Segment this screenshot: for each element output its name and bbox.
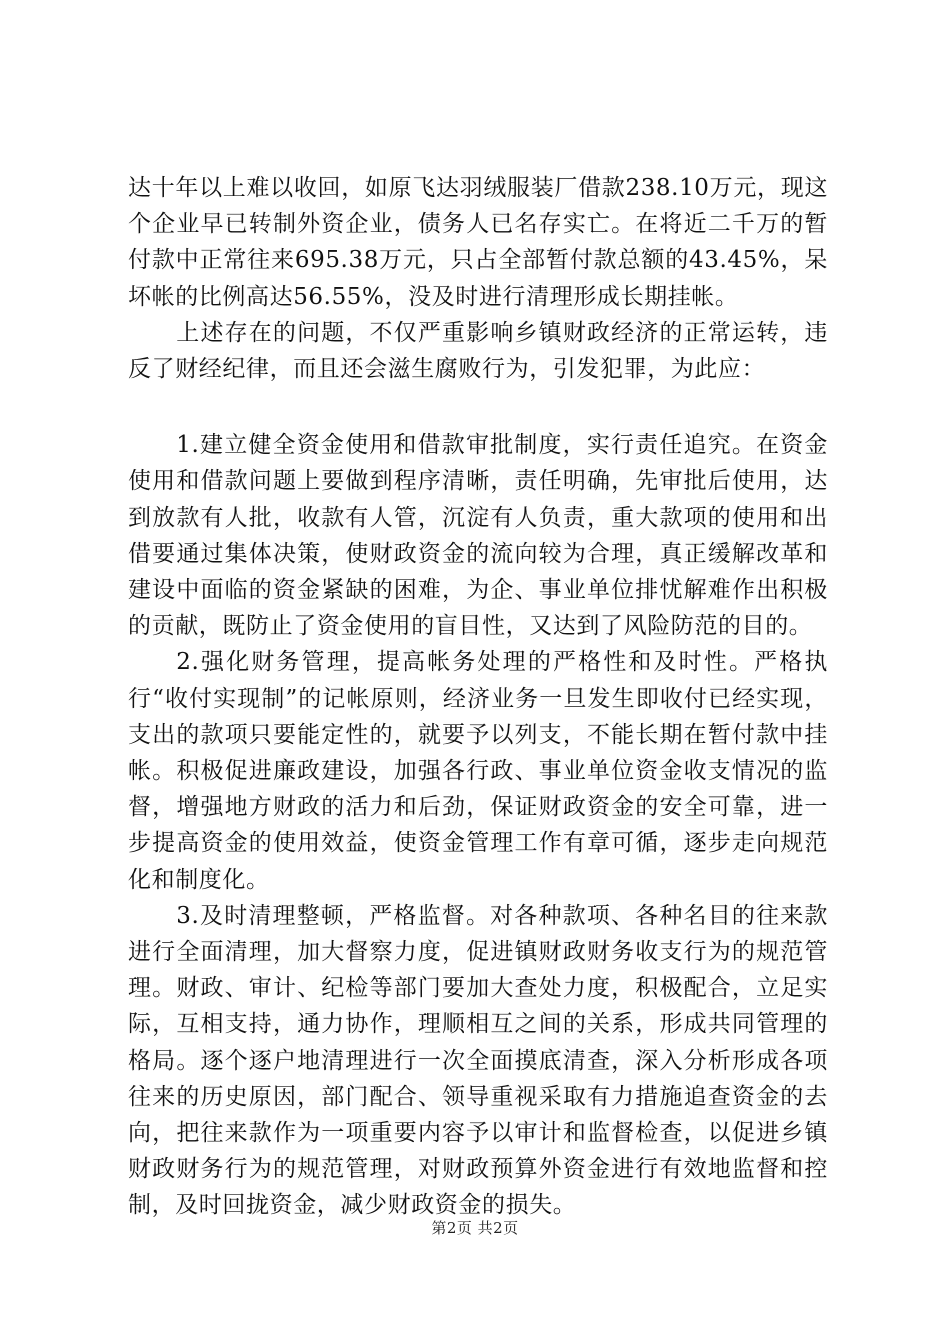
page-number-label: 第2页 共2页 xyxy=(431,1219,519,1237)
paragraph-spacer xyxy=(128,387,828,427)
list-item-financial-management: 2.强化财务管理，提高帐务处理的严格性和及时性。严格执行“收付实现制”的记帐原则，经济业务一旦发生即收付已经实现，支出的款项只要能定性的，就要予以列支，不能长期在暂付款中挂帐。积极促进廉政建设，加强各行政、事业单位资金收支情况的监督，增强地方财政的活力和后劲，保证财政资金的安全可靠，进一步提高资金的使用效益，使资金管理工作有章可循，逐步走向规范化和制度化。 xyxy=(128,649,828,893)
page-footer xyxy=(0,1217,950,1238)
document-body xyxy=(128,170,828,1224)
paragraph-problem-summary: 上述存在的问题，不仅严重影响乡镇财政经济的正常运转，违反了财经纪律，而且还会滋生腐败行为，引发犯罪，为此应： xyxy=(128,319,828,383)
paragraph-continuation: 达十年以上难以收回，如原飞达羽绒服装厂借款238.10万元，现这个企业早已转制外资企业，债务人已名存实亡。在将近二千万的暂付款中正常往来695.38万元，只占全部暂付款总额的43.45%，呆坏帐的比例高达56.55%，没及时进行清理形成长期挂帐。 xyxy=(128,175,828,310)
list-item-cleanup-supervision: 3.及时清理整顿，严格监督。对各种款项、各种名目的往来款进行全面清理，加大督察力度，促进镇财政财务收支行为的规范管理。财政、审计、纪检等部门要加大查处力度，积极配合，立足实际，互相支持，通力协作，理顺相互之间的关系，形成共同管理的格局。逐个逐户地清理进行一次全面摸底清查，深入分析形成各项往来的历史原因，部门配合、领导重视采取有力措施追查资金的去向，把往来款作为一项重要内容予以审计和监督检查，以促进乡镇财政财务行为的规范管理，对财政预算外资金进行有效地监督和控制，及时回拢资金，减少财政资金的损失。 xyxy=(128,902,828,1219)
list-item-approval-system: 1.建立健全资金使用和借款审批制度，实行责任追究。在资金使用和借款问题上要做到程序清晰，责任明确，先审批后使用，达到放款有人批，收款有人管，沉淀有人负责，重大款项的使用和出借要通过集体决策，使财政资金的流向较为合理，真正缓解改革和建设中面临的资金紧缺的困难，为企、事业单位排忧解难作出积极的贡献，既防止了资金使用的盲目性，又达到了风险防范的目的。 xyxy=(128,432,828,640)
